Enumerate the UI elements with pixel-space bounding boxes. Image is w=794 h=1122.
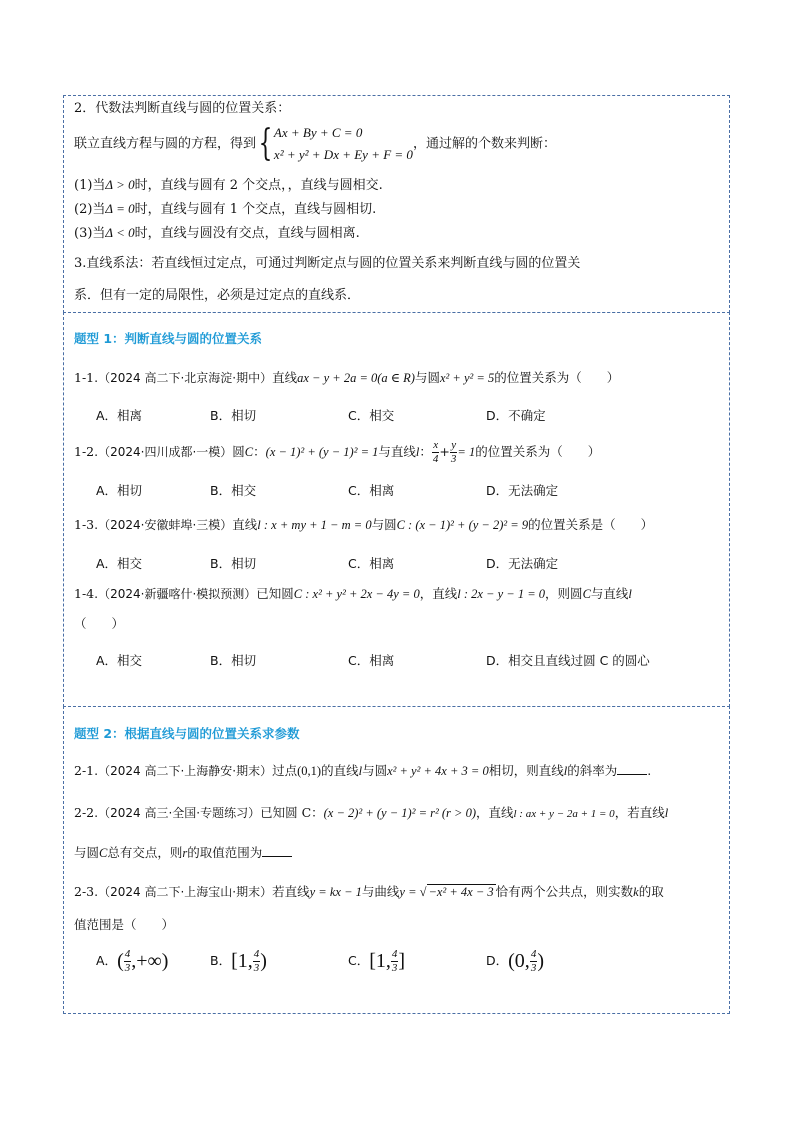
q-math: l <box>358 764 363 778</box>
option-d[interactable]: D．相交且直线过圆 C 的圆心 <box>486 653 650 668</box>
q-math: y = <box>399 885 420 899</box>
option-b[interactable] <box>210 948 267 975</box>
equation-system <box>274 122 413 166</box>
sqrt-expression: √ −x² + 4x − 3 <box>419 885 494 899</box>
q-math: r <box>182 846 188 860</box>
paren: [1, <box>369 950 391 972</box>
q-source: （2024 高二下·上海静安·期末） <box>98 764 273 778</box>
q-text: 相切，则直线 <box>488 763 564 778</box>
case-1 <box>74 175 383 196</box>
q-text: ，若直线 <box>614 805 665 820</box>
q-math: C : (x − 1)² + (y − 2)² = 9 <box>396 518 529 532</box>
option-c[interactable]: C．相交 <box>348 408 395 423</box>
case2-post: 时，直线与圆有 1 个交点，直线与圆相切. <box>134 202 377 217</box>
intro-post: ，通过解的个数来判断： <box>412 136 556 152</box>
q-math: l : ax + y − 2a + 1 = 0 <box>513 808 615 820</box>
q-text: 与圆 <box>371 517 397 532</box>
question-2-2-line2 <box>74 843 292 863</box>
q-num: 1-1. <box>74 370 99 385</box>
q-num: 1-4. <box>74 586 99 601</box>
q-num: 1-3. <box>74 517 99 532</box>
frac-num: 4 <box>391 948 398 960</box>
q-source: （2024·安徽蚌埠·三模） <box>98 518 233 532</box>
option-d[interactable] <box>486 948 544 975</box>
eq2: x² + y² + Dx + Ey + F = 0 <box>273 147 413 162</box>
q-text: 总有交点，则 <box>107 845 183 860</box>
q-num: 2-1. <box>74 763 99 778</box>
eq1: Ax + By + C = 0 <box>273 125 363 140</box>
q-text: ，直线 <box>419 586 458 601</box>
question-2-2 <box>74 803 668 824</box>
q-text: 直线 <box>272 370 298 385</box>
question-2-1 <box>74 761 651 781</box>
frac-num: y <box>451 439 457 451</box>
answer-blank[interactable] <box>262 844 292 857</box>
type1-heading: 题型 1：判断直线与圆的位置关系 <box>74 331 263 346</box>
frac-den: 3 <box>124 962 131 974</box>
q-text: 已知圆 C： <box>260 805 324 820</box>
q-text: 若直线 <box>272 884 310 899</box>
q-math: C <box>99 846 108 860</box>
q-math: l : 2x − y − 1 = 0 <box>457 587 546 601</box>
method3-line1: 3.直线系法：若直线恒过定点，可通过判断定点与圆的位置关系来判断直线与圆的位置关 <box>74 256 581 271</box>
option-b[interactable]: B．相切 <box>210 408 257 423</box>
option-a[interactable]: A．相切 <box>96 483 143 498</box>
q-math: x² + y² + 4x + 3 = 0 <box>387 764 489 778</box>
q-source: （2024·四川成都·一模） <box>98 445 233 459</box>
q-text: ，则圆 <box>545 586 583 601</box>
option-a[interactable]: A．相交 <box>96 653 143 668</box>
q-math: C : x² + y² + 2x − 4y = 0 <box>293 587 420 601</box>
case3-cond: Δ < 0 <box>105 225 135 240</box>
question-2-3-line2: 值范围是（ ） <box>74 917 175 932</box>
paren: ) <box>537 950 544 972</box>
option-b[interactable]: B．相交 <box>210 483 257 498</box>
frac-den: 3 <box>253 962 260 974</box>
frac-num: 4 <box>530 948 537 960</box>
frac-den: 3 <box>450 453 457 465</box>
q-num: 2-3. <box>74 884 99 899</box>
q-math: C <box>582 587 591 601</box>
option-c[interactable] <box>348 948 405 975</box>
case1-pre: (1)当 <box>74 178 106 193</box>
q-math: l <box>415 445 420 459</box>
paren: ,+∞) <box>131 950 169 972</box>
q-math: l : x + my + 1 − m = 0 <box>257 518 372 532</box>
q-source: （2024·新疆喀什·模拟预测） <box>98 587 257 601</box>
q-math: l <box>628 587 632 601</box>
q-text: 的位置关系为（ ） <box>494 370 620 385</box>
q-text: 过点 <box>272 763 298 778</box>
q-text: 与直线 <box>590 586 629 601</box>
option-label: A． <box>96 953 118 968</box>
frac-den: 3 <box>391 962 398 974</box>
q-text: 圆 <box>232 444 245 459</box>
q-math: (x − 2)² + (y − 1)² = r² (r > 0) <box>323 806 476 820</box>
frac-num: 4 <box>124 948 131 960</box>
q-math: (0,1) <box>297 764 322 778</box>
option-c[interactable]: C．相离 <box>348 556 395 571</box>
q-math: ax − y + 2a = 0(a ∈ R) <box>297 371 415 385</box>
option-label: D． <box>486 953 509 968</box>
frac-num: x <box>433 439 439 451</box>
q-text: 的斜率为 <box>567 763 618 778</box>
q-text: . <box>647 763 652 778</box>
q-text: ，直线 <box>475 805 514 820</box>
q-text: 与直线 <box>378 444 416 459</box>
q-math: (x − 1)² + (y − 1)² = 1 <box>265 445 379 459</box>
option-d[interactable]: D．无法确定 <box>486 483 559 498</box>
section2-intro <box>74 122 556 167</box>
frac-den: 4 <box>432 453 439 465</box>
q-text: 的位置关系是（ ） <box>528 517 654 532</box>
q-text: ： <box>419 444 432 459</box>
paren: ) <box>260 950 267 972</box>
case-3 <box>74 223 360 244</box>
q-source: （2024 高三·全国·专题练习） <box>98 806 261 820</box>
question-1-4 <box>74 584 632 604</box>
q-text: 的位置关系为（ ） <box>475 444 601 459</box>
section2-title: 2．代数法判断直线与圆的位置关系： <box>74 101 291 116</box>
case2-cond: Δ = 0 <box>105 201 135 216</box>
q-text: 与圆 <box>362 763 388 778</box>
question-1-1 <box>74 368 619 388</box>
intro-pre: 联立直线方程与圆的方程，得到 <box>74 136 257 152</box>
q-math: l <box>664 806 669 820</box>
option-d[interactable]: D．无法确定 <box>486 556 559 571</box>
answer-blank[interactable] <box>617 762 647 775</box>
question-1-3 <box>74 515 653 535</box>
option-a[interactable]: A．相交 <box>96 556 143 571</box>
option-a[interactable]: A．相离 <box>96 408 143 423</box>
q-text: 与圆 <box>74 845 100 860</box>
paren: ( <box>117 950 124 972</box>
case2-pre: (2)当 <box>74 202 106 217</box>
option-a[interactable] <box>96 948 168 975</box>
q-text: 与圆 <box>414 370 440 385</box>
q-math: x² + y² = 5 <box>440 371 495 385</box>
type2-heading: 题型 2：根据直线与圆的位置关系求参数 <box>74 726 300 741</box>
case3-post: 时，直线与圆没有交点，直线与圆相离. <box>134 226 360 241</box>
option-c[interactable]: C．相离 <box>348 483 395 498</box>
option-c[interactable]: C．相离 <box>348 653 395 668</box>
q-text: ： <box>253 444 266 459</box>
q-math: k <box>633 885 639 899</box>
q-source: （2024 高二下·上海宝山·期末） <box>98 885 273 899</box>
q-text: 已知圆 <box>256 586 294 601</box>
option-d[interactable]: D．不确定 <box>486 408 546 423</box>
question-1-4-answer-paren: （ ） <box>74 616 125 631</box>
paren: [1, <box>231 950 253 972</box>
q-text: 的取 <box>638 884 664 899</box>
q-source: （2024 高二下·北京海淀·期中） <box>98 371 273 385</box>
option-label: C． <box>348 953 370 968</box>
option-b[interactable]: B．相切 <box>210 653 257 668</box>
frac-den: 3 <box>530 962 537 974</box>
case1-cond: Δ > 0 <box>105 177 135 192</box>
option-label: B． <box>210 953 232 968</box>
sqrt-inner: −x² + 4x − 3 <box>428 885 494 899</box>
system-brace: { <box>258 123 273 164</box>
q-math: = 1 <box>457 445 476 459</box>
case3-pre: (3)当 <box>74 226 106 241</box>
q-num: 2-2. <box>74 805 99 820</box>
q-text: 直线 <box>232 517 258 532</box>
case-2 <box>74 199 376 220</box>
paren: (0, <box>508 950 530 972</box>
plus-sign: + <box>439 444 450 459</box>
paren: ] <box>398 950 406 972</box>
question-2-3 <box>74 882 664 902</box>
q-math: y = kx − 1 <box>309 885 362 899</box>
q-num: 1-2. <box>74 444 99 459</box>
q-math: C <box>244 445 254 459</box>
q-text: 的取值范围为 <box>187 845 263 860</box>
case1-post: 时，直线与圆有 2 个交点，，直线与圆相交. <box>134 178 383 193</box>
frac-num: 4 <box>253 948 260 960</box>
q-math: l <box>563 764 568 778</box>
q-text: 恰有两个公共点，则实数 <box>495 884 634 899</box>
method3-line2: 系．但有一定的局限性，必须是过定点的直线系． <box>74 288 361 303</box>
q-text: 与曲线 <box>361 884 400 899</box>
question-1-2 <box>74 438 600 466</box>
option-b[interactable]: B．相切 <box>210 556 257 571</box>
q-text: 的直线 <box>321 763 359 778</box>
